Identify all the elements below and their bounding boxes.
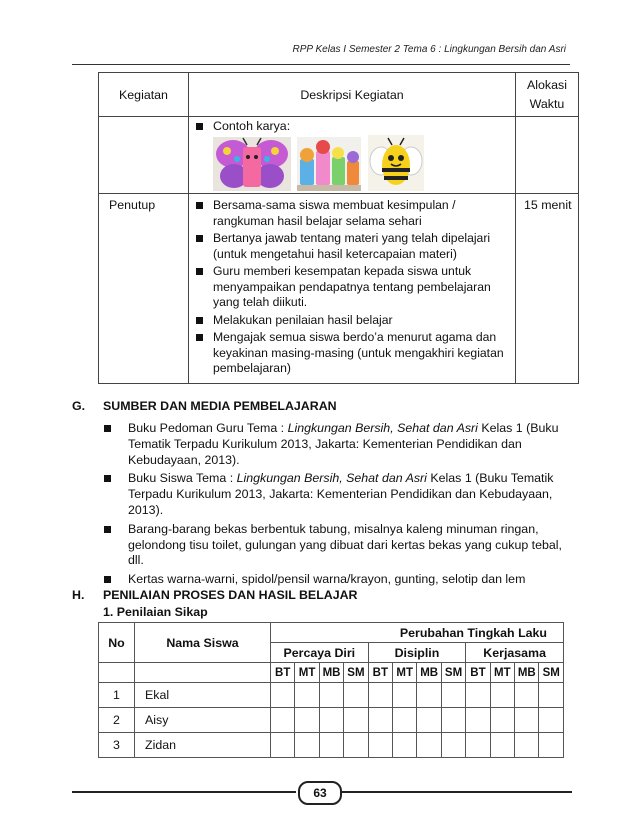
example-desc-cell (189, 117, 516, 194)
header-alokasi-line2: Waktu (529, 96, 565, 111)
footer-rule-right (340, 791, 572, 793)
scale-mb-header: MB (319, 663, 343, 683)
scale-bt-header: BT (368, 663, 392, 683)
row-nama: Zidan (135, 733, 271, 758)
table-row (99, 733, 564, 758)
source-item: Kertas warna-warni, spidol/pensil warna/krayon, gunting, selotip dan lem (95, 572, 575, 588)
scale-mt-header: MT (490, 663, 514, 683)
scale-sm-header: SM (344, 663, 368, 683)
closing-item: Bertanya jawab tentang materi yang telah dipelajari (untuk mengetahui hasil ketercapaian materi) (192, 231, 512, 262)
group-percaya-diri: Percaya Diri (271, 643, 369, 663)
section-h-number: H. (72, 588, 85, 602)
group-header: Perubahan Tingkah Laku (271, 623, 564, 643)
section-h-title: PENILAIAN PROSES DAN HASIL BELAJAR (103, 588, 358, 602)
row-no: 1 (99, 683, 135, 708)
table-row (99, 683, 564, 708)
table-row (99, 708, 564, 733)
row-no: 2 (99, 708, 135, 733)
row-no: 3 (99, 733, 135, 758)
example-time-cell (516, 117, 579, 194)
footer-rule-left (72, 791, 296, 793)
closing-item: Mengajak semua siswa berdo’a menurut agama dan keyakinan masing-masing (untuk mengakhiri kegiatan pembelajaran) (192, 330, 512, 377)
scale-bt-header: BT (466, 663, 490, 683)
section-g-list (95, 421, 575, 588)
col-no-header: No (99, 623, 135, 663)
closing-waktu: 15 menit (516, 194, 579, 384)
scale-mb-header: MB (515, 663, 539, 683)
section-h-subtitle: 1. Penilaian Sikap (103, 605, 208, 619)
scale-bt-header: BT (271, 663, 295, 683)
closing-kegiatan: Penutup (99, 194, 189, 384)
tube-animals-craft-image (297, 137, 361, 191)
bee-craft-image (368, 135, 424, 191)
running-header: RPP Kelas I Semester 2 Tema 6 : Lingkungan Bersih dan Asri (292, 44, 566, 55)
source-item: Buku Siswa Tema : Lingkungan Bersih, Sehat dan Asri Kelas 1 (Buku Tematik Terpadu Kurikulum 2013, Jakarta: Kementerian Pendidikan dan Kebudayaan, 2013). (95, 471, 575, 518)
section-g-number: G. (72, 399, 86, 413)
closing-desc-cell (189, 194, 516, 384)
row-nama: Aisy (135, 708, 271, 733)
scale-sm-header: SM (441, 663, 465, 683)
butterfly-craft-image (213, 137, 291, 191)
header-kegiatan: Kegiatan (99, 73, 189, 117)
scale-sm-header: SM (539, 663, 564, 683)
example-kegiatan-cell (99, 117, 189, 194)
scale-mb-header: MB (417, 663, 441, 683)
closing-item: Melakukan penilaian hasil belajar (192, 313, 512, 329)
header-alokasi (516, 73, 579, 117)
header-rule (72, 64, 570, 65)
scale-spacer-no (99, 663, 135, 683)
col-nama-header: Nama Siswa (135, 623, 271, 663)
header-alokasi-line1: Alokasi (527, 77, 567, 92)
section-g-title: SUMBER DAN MEDIA PEMBELAJARAN (103, 399, 337, 413)
source-item: Buku Pedoman Guru Tema : Lingkungan Bersih, Sehat dan Asri Kelas 1 (Buku Tematik Terpadu Kurikulum 2013, Jakarta: Kementerian Pendidikan dan Kebudayaan, 2013). (95, 421, 575, 468)
source-item: Barang-barang bekas berbentuk tabung, misalnya kaleng minuman ringan, gelondong tisu toilet, gulungan yang dibuat dari kertas bekas yang cukup tebal, dll. (95, 522, 575, 569)
scale-row (99, 663, 564, 683)
scale-mt-header: MT (393, 663, 417, 683)
closing-item: Guru memberi kesempatan kepada siswa untuk menyampaikan pendapatnya tentang pembelajaran yang telah diikuti. (192, 264, 512, 311)
group-kerjasama: Kerjasama (466, 643, 564, 663)
example-label: Contoh karya: (192, 119, 512, 135)
activity-table (98, 72, 579, 384)
scale-spacer-nama (135, 663, 271, 683)
closing-item: Bersama-sama siswa membuat kesimpulan / rangkuman hasil belajar selama sehari (192, 198, 512, 229)
scale-mt-header: MT (295, 663, 319, 683)
header-deskripsi: Deskripsi Kegiatan (189, 73, 516, 117)
row-nama: Ekal (135, 683, 271, 708)
page-number: 63 (298, 781, 342, 805)
attitude-assessment-table (98, 622, 564, 758)
group-disiplin: Disiplin (368, 643, 466, 663)
